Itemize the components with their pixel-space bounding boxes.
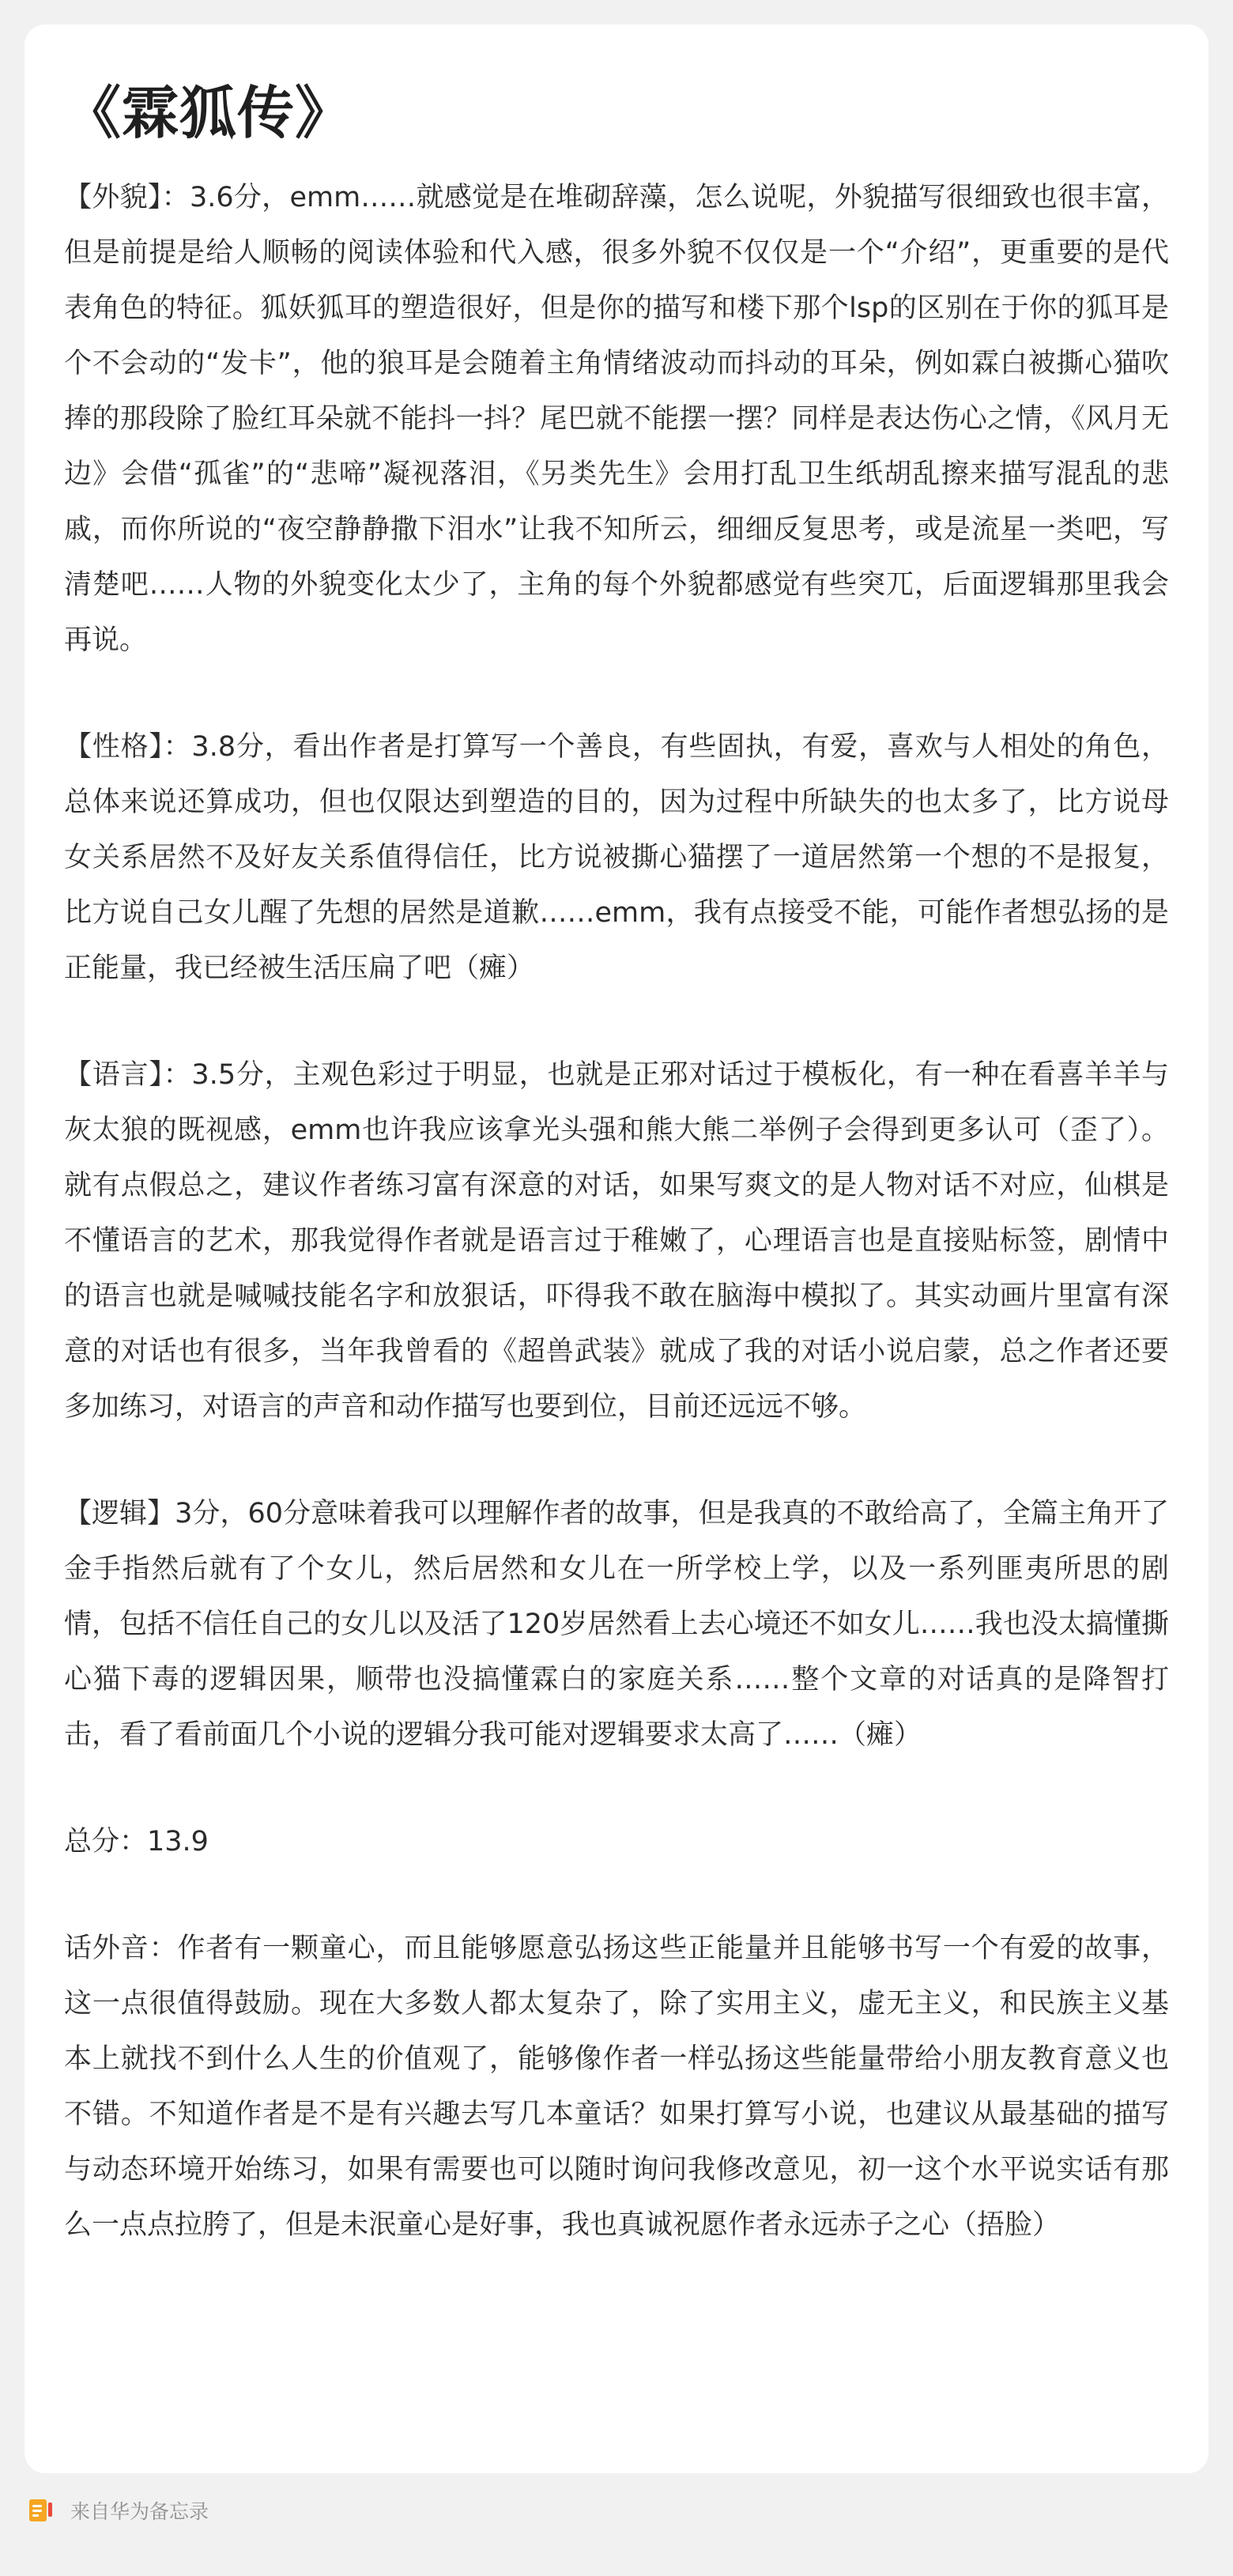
review-section-afterword: 话外音：作者有一颗童心，而且能够愿意弘扬这些正能量并且能够书写一个有爱的故事，这一点很值得鼓励。现在大多数人都太复杂了，除了实用主义，虚无主义，和民族主义基本上就找不到什么人生的价值观了，能够像作者一样弘扬这些能量带给小朋友教育意义也不错。不知道作者是不是有兴趣去写几本童话？如果打算写小说，也建议从最基础的描写与动态环境开始练习，如果有需要也可以随时询问我修改意见，初一这个水平说实话有那么一点点拉胯了，但是未泯童心是好事，我也真诚祝愿作者永远赤子之心（捂脸）	[64, 1933, 1169, 2241]
review-section-appearance: 【外貌】：3.6分，emm……就感觉是在堆砌辞藻，怎么说呢，外貌描写很细致也很丰富，但是前提是给人顺畅的阅读体验和代入感，很多外貌不仅仅是一个“介绍”，更重要的是代表角色的特征。狐妖狐耳的塑造很好，但是你的描写和楼下那个lsp的区别在于你的狐耳是个不会动的“发卡”，他的狼耳是会随着主角情绪波动而抖动的耳朵，例如霖白被撕心猫吹捧的那段除了脸红耳朵就不能抖一抖？尾巴就不能摆一摆？同样是表达伤心之情，《风月无边》会借“孤雀”的“悲啼”凝视落泪，《另类先生》会用打乱卫生纸胡乱擦来描写混乱的悲戚，而你所说的“夜空静静撒下泪水”让我不知所云，细细反复思考，或是流星一类吧，写清楚吧……人物的外貌变化太少了，主角的每个外貌都感觉有些突兀，后面逻辑那里我会再说。	[64, 182, 1169, 656]
notepad-icon	[29, 2498, 53, 2524]
review-section-logic: 【逻辑】3分，60分意味着我可以理解作者的故事，但是我真的不敢给高了，全篇主角开了金手指然后就有了个女儿，然后居然和女儿在一所学校上学，以及一系列匪夷所思的剧情，包括不信任自己的女儿以及活了120岁居然看上去心境还不如女儿……我也没太搞懂撕心猫下毒的逻辑因果，顺带也没搞懂霖白的家庭关系……整个文章的对话真的是降智打击，看了看前面几个小说的逻辑分我可能对逻辑要求太高了……（瘫）	[64, 1498, 1169, 1751]
note-title: 《霖狐传》	[64, 80, 353, 146]
note-card	[25, 25, 1208, 2473]
review-section-language: 【语言】：3.5分，主观色彩过于明显，也就是正邪对话过于模板化，有一种在看喜羊羊与灰太狼的既视感，emm也许我应该拿光头强和熊大熊二举例子会得到更多认可（歪了）。就有点假总之，建议作者练习富有深意的对话，如果写爽文的是人物对话不对应，仙棋是不懂语言的艺术，那我觉得作者就是语言过于稚嫩了，心理语言也是直接贴标签，剧情中的语言也就是喊喊技能名字和放狠话，吓得我不敢在脑海中模拟了。其实动画片里富有深意的对话也有很多，当年我曾看的《超兽武装》就成了我的对话小说启蒙，总之作者还要多加练习，对语言的声音和动作描写也要到位，目前还远远不够。	[64, 1059, 1169, 1423]
total-score: 总分：13.9	[64, 1826, 209, 1858]
footer	[29, 2495, 209, 2526]
footer-source-text: 来自华为备忘录	[70, 2500, 209, 2523]
review-section-personality: 【性格】：3.8分，看出作者是打算写一个善良，有些固执，有爱，喜欢与人相处的角色，总体来说还算成功，但也仅限达到塑造的目的，因为过程中所缺失的也太多了，比方说母女关系居然不及好友关系值得信任，比方说被撕心猫摆了一道居然第一个想的不是报复，比方说自己女儿醒了先想的居然是道歉……emm，我有点接受不能，可能作者想弘扬的是正能量，我已经被生活压扁了吧（瘫）	[64, 731, 1169, 984]
